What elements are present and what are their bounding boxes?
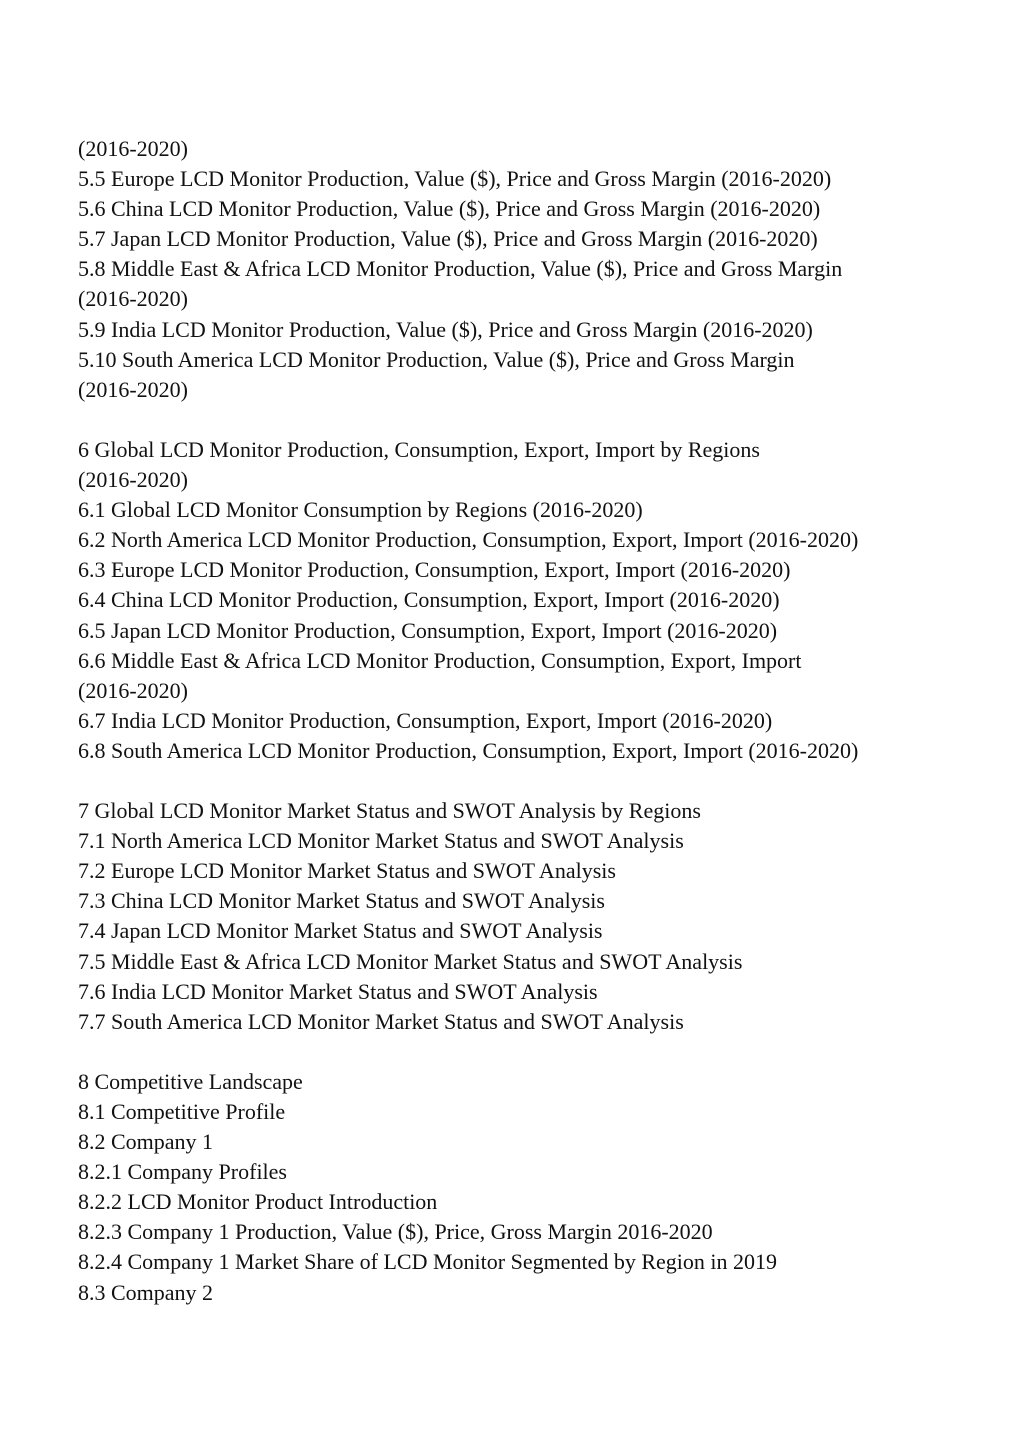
document-page xyxy=(78,134,978,1308)
toc-line: 8.2 Company 1 xyxy=(78,1129,214,1155)
section-gap xyxy=(78,1037,978,1067)
toc-line: 8.2.3 Company 1 Production, Value ($), Price, Gross Margin 2016-2020 xyxy=(78,1219,713,1245)
toc-line: 6.7 India LCD Monitor Production, Consumption, Export, Import (2016-2020) xyxy=(78,707,773,733)
toc-line: 8.2.2 LCD Monitor Product Introduction xyxy=(78,1189,438,1215)
toc-section-heading: 8 Competitive Landscape xyxy=(78,1068,303,1094)
toc-line: 8.3 Company 2 xyxy=(78,1279,214,1305)
toc-line: 6.5 Japan LCD Monitor Production, Consumption, Export, Import (2016-2020) xyxy=(78,617,778,643)
toc-line: 8.1 Competitive Profile xyxy=(78,1099,286,1124)
toc-line: 6.2 North America LCD Monitor Production, Consumption, Export, Import (2016-2020) xyxy=(78,527,859,553)
toc-line: 7.3 China LCD Monitor Market Status and SWOT Analysis xyxy=(78,888,605,914)
toc-line: 6.6 Middle East & Africa LCD Monitor Production, Consumption, Export, Import xyxy=(78,647,802,673)
toc-line: 5.8 Middle East & Africa LCD Monitor Production, Value ($), Price and Gross Margin xyxy=(78,256,843,282)
toc-section-heading: 7 Global LCD Monitor Market Status and SWOT Analysis by Regions xyxy=(78,798,701,824)
toc-line: 6.3 Europe LCD Monitor Production, Consumption, Export, Import (2016-2020) xyxy=(78,557,791,583)
toc-line: 6.1 Global LCD Monitor Consumption by Regions (2016-2020) xyxy=(78,497,643,523)
toc-line: (2016-2020) xyxy=(78,136,188,161)
toc-line: 7.4 Japan LCD Monitor Market Status and SWOT Analysis xyxy=(78,918,603,944)
toc-line: 7.5 Middle East & Africa LCD Monitor Market Status and SWOT Analysis xyxy=(78,948,743,974)
toc-line: 5.10 South America LCD Monitor Production, Value ($), Price and Gross Margin xyxy=(78,346,795,372)
toc-line: 8.2.4 Company 1 Market Share of LCD Monitor Segmented by Region in 2019 xyxy=(78,1249,778,1275)
toc-line: 7.2 Europe LCD Monitor Market Status and SWOT Analysis xyxy=(78,858,616,884)
toc-line: (2016-2020) xyxy=(78,467,188,493)
toc-section-heading: 6 Global LCD Monitor Production, Consumption, Export, Import by Regions xyxy=(78,436,760,462)
toc-line: 6.4 China LCD Monitor Production, Consumption, Export, Import (2016-2020) xyxy=(78,587,780,613)
toc-line: 5.7 Japan LCD Monitor Production, Value ($), Price and Gross Margin (2016-2020) xyxy=(78,226,818,252)
toc-line: 5.6 China LCD Monitor Production, Value ($), Price and Gross Margin (2016-2020) xyxy=(78,196,821,222)
toc-line: (2016-2020) xyxy=(78,677,188,703)
toc-line: 7.7 South America LCD Monitor Market Status and SWOT Analysis xyxy=(78,1008,684,1034)
toc-line: 5.5 Europe LCD Monitor Production, Value ($), Price and Gross Margin (2016-2020) xyxy=(78,166,832,192)
section-gap xyxy=(78,766,978,796)
toc-line: (2016-2020) xyxy=(78,286,188,312)
toc-line: 5.9 India LCD Monitor Production, Value ($), Price and Gross Margin (2016-2020) xyxy=(78,316,813,342)
toc-line: 7.1 North America LCD Monitor Market Status and SWOT Analysis xyxy=(78,828,684,854)
section-gap xyxy=(78,405,978,435)
toc-line: (2016-2020) xyxy=(78,376,188,402)
toc-line: 6.8 South America LCD Monitor Production, Consumption, Export, Import (2016-2020) xyxy=(78,737,859,763)
toc-line: 7.6 India LCD Monitor Market Status and SWOT Analysis xyxy=(78,978,598,1004)
toc-line: 8.2.1 Company Profiles xyxy=(78,1159,287,1185)
